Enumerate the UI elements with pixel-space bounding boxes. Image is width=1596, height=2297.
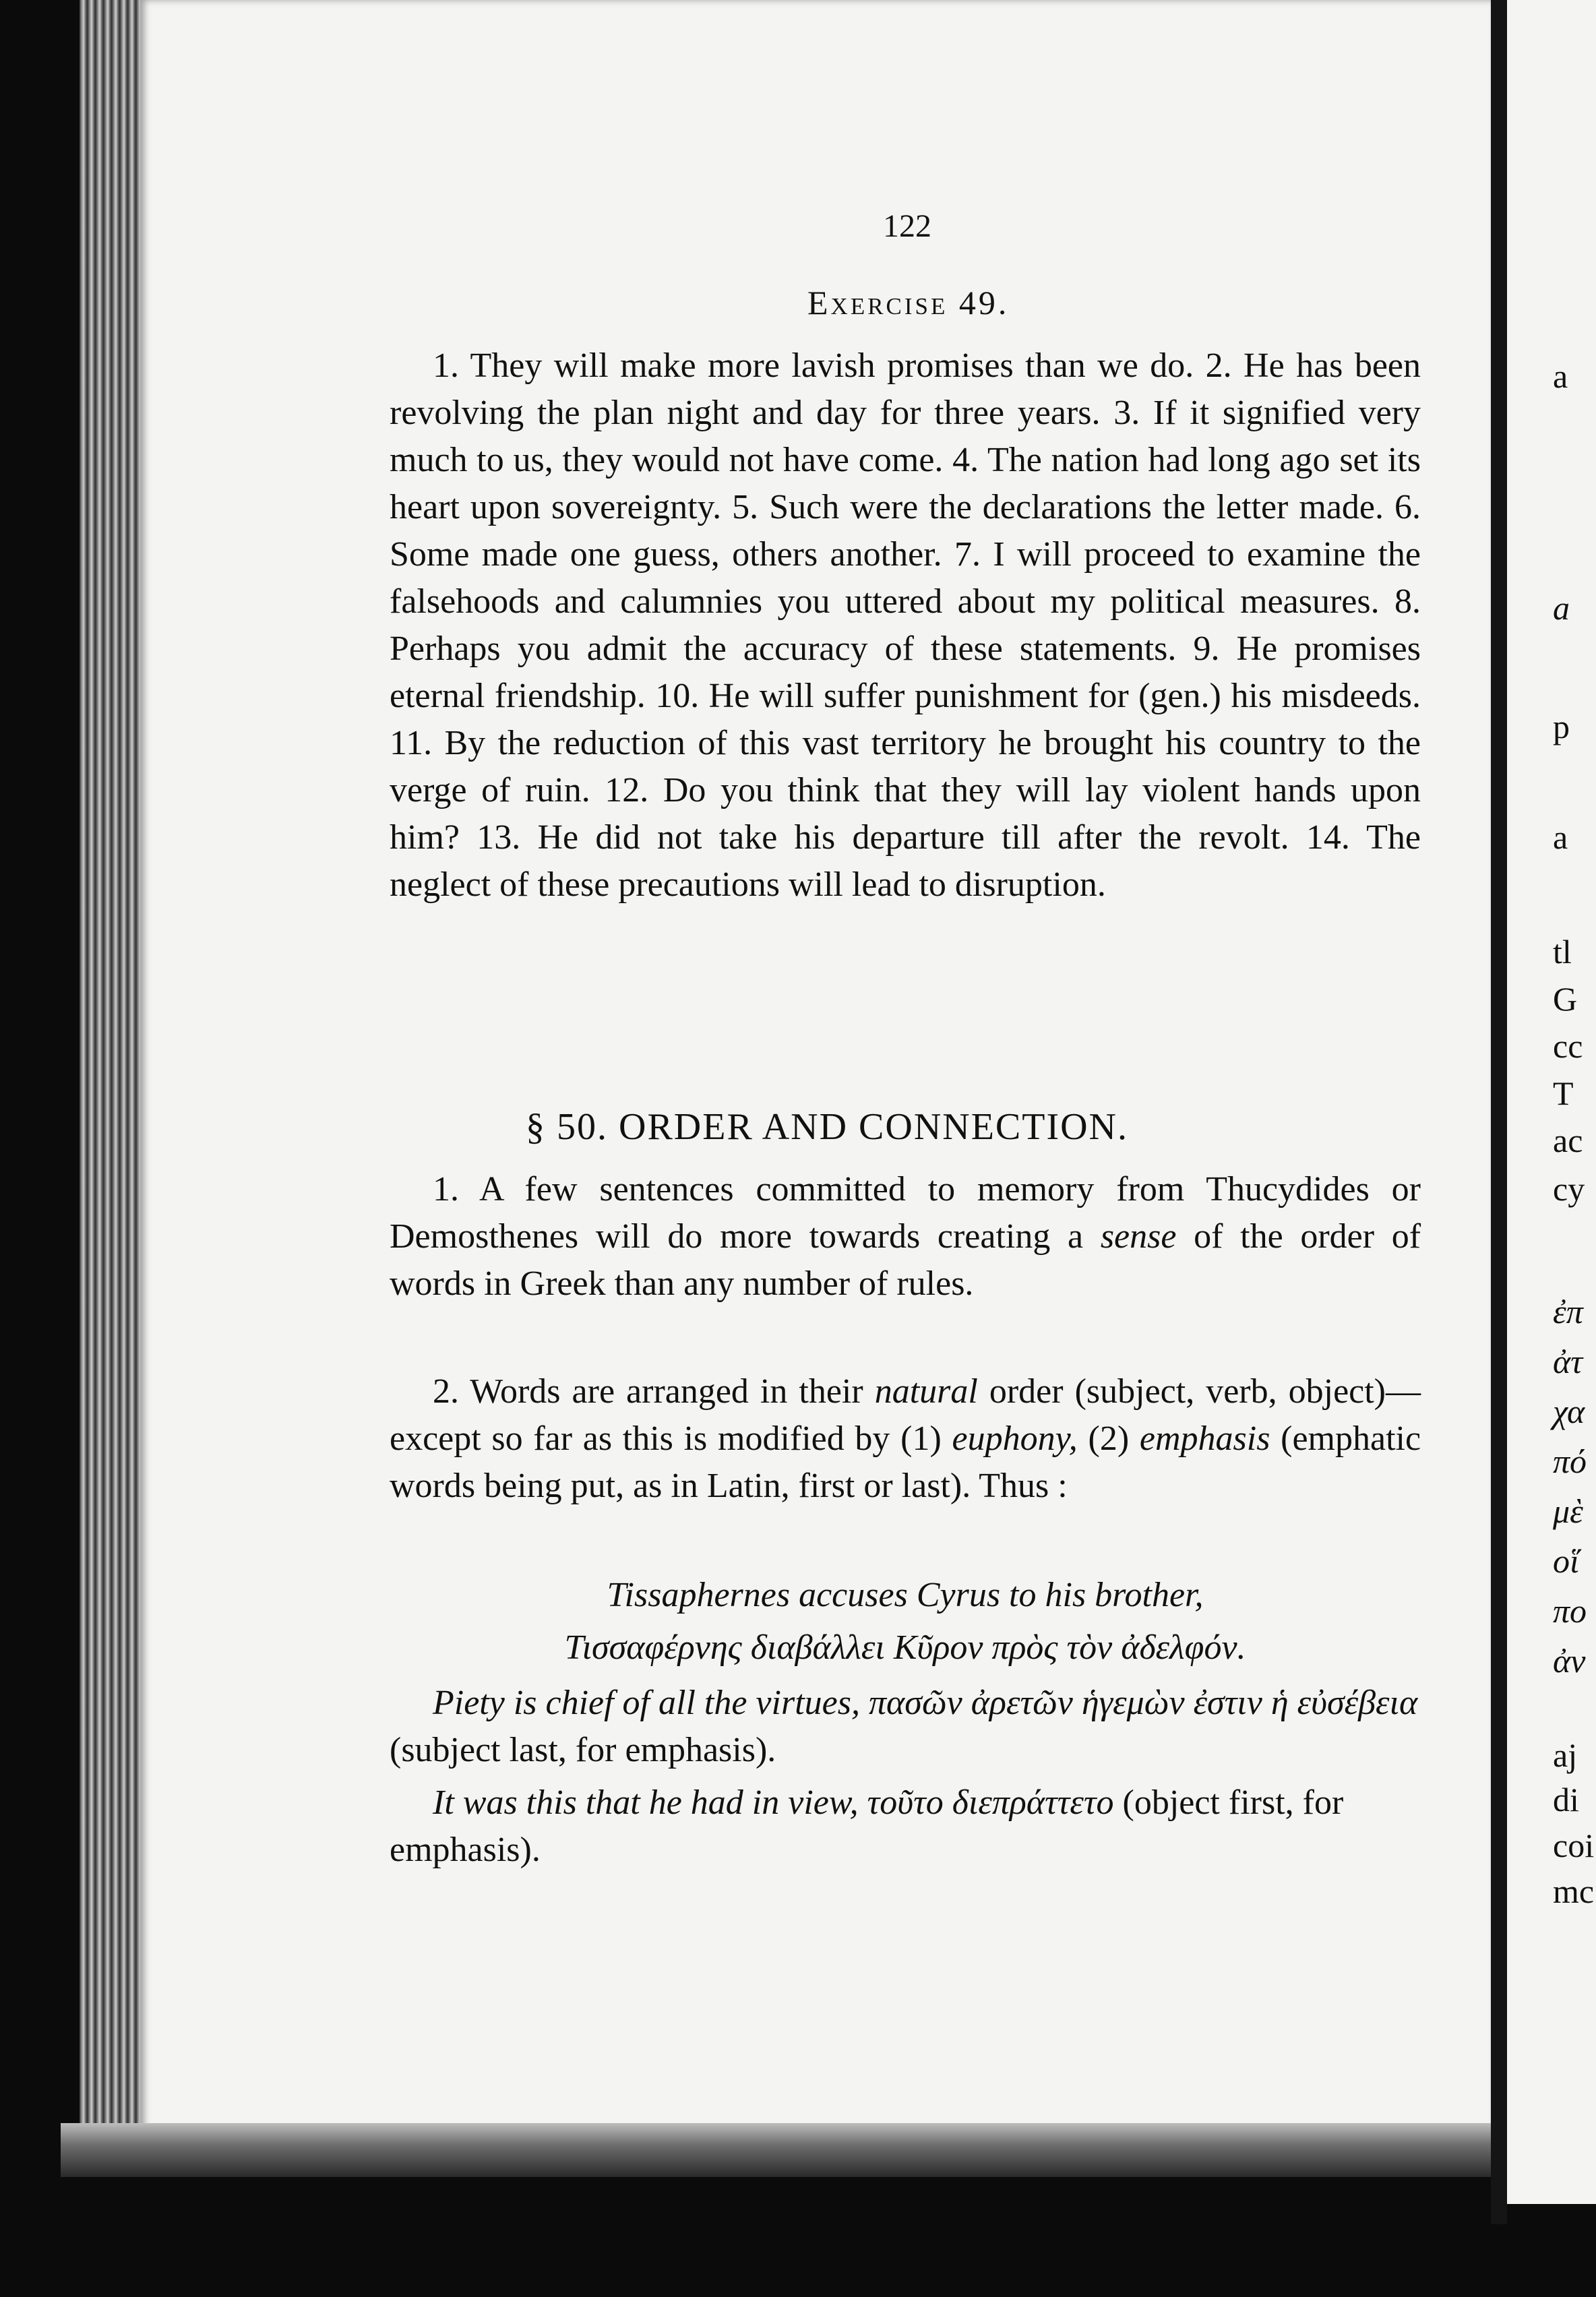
example-3-note: (object first, for emphasis). xyxy=(390,1783,1344,1869)
right-page-fragment: πό xyxy=(1553,1442,1587,1480)
right-page-fragment: aj xyxy=(1553,1736,1578,1774)
exercise-heading: Exercise 49. xyxy=(807,284,1010,321)
example-3-italic: It was this that he had in view, xyxy=(433,1783,859,1822)
exercise-text-block xyxy=(390,342,1421,909)
exercise-paragraph: 1. They will make more lavish promises than we do. 2. He has been revolving the plan night and day for three years. 3. If it signified very much to us, they would not have come. 4. The nation had long ago set its heart upon sovereignty. 5. Such were the declarations the letter made. 6. Some made one guess, others another. 7. I will proceed to examine the falsehoods and calumnies you uttered about my political measures. 8. Perhaps you admit the accuracy of these statements. 9. He promises eternal friendship. 10. He will suffer punishment for (gen.) his misdeeds. 11. By the reduction of this vast territory he brought his country to the verge of ruin. 12. Do you think that they will lay violent hands upon him? 13. He did not take his departure till after the revolt. 14. The neglect of these precautions will lead to disruption. xyxy=(390,346,1421,904)
right-page-fragment: cy xyxy=(1553,1170,1585,1208)
p2-italic-euphony: euphony, xyxy=(952,1419,1078,1458)
p2-italic-natural: natural xyxy=(874,1372,978,1411)
example-2-italic: Piety is chief of all the virtues, xyxy=(433,1684,860,1722)
section-paragraph-2 xyxy=(390,1368,1421,1510)
right-page-fragment: μὲ xyxy=(1553,1492,1583,1530)
right-page-fragment: a xyxy=(1553,589,1570,627)
p2-text-d: (emphatic words being put, as in Latin, first or last). Thus : xyxy=(390,1419,1421,1505)
right-page-fragment: p xyxy=(1553,708,1570,745)
right-page-fragment: T xyxy=(1553,1074,1574,1112)
right-page-fragment: ἀτ xyxy=(1553,1343,1583,1380)
right-page-fragment: mc xyxy=(1553,1872,1595,1910)
p1-text-a: 1. A few sentences committed to memory from Thucydides or Demosthenes will do more towards creating a xyxy=(390,1170,1421,1256)
book-spine-edge xyxy=(80,0,142,2167)
p2-text-a: 2. Words are arranged in their xyxy=(433,1372,863,1411)
example-3-greek: τοῦτο διεπράττετο xyxy=(867,1783,1114,1822)
right-page-fragment: ἀν xyxy=(1553,1642,1586,1680)
p2-italic-emphasis: emphasis xyxy=(1139,1419,1270,1458)
p2-text-c: (2) xyxy=(1088,1419,1130,1458)
example-1-english: Tissaphernes accuses Cyrus to his brother, xyxy=(607,1576,1204,1614)
right-page-fragment: χα xyxy=(1553,1392,1585,1430)
p1-italic-sense: sense xyxy=(1100,1217,1177,1256)
right-page-fragment: a xyxy=(1553,357,1568,395)
right-page-fragment: di xyxy=(1553,1781,1579,1818)
right-page-fragment: πο xyxy=(1553,1592,1587,1630)
example-2-greek: πασῶν ἀρετῶν ἡγεμὼν ἐστιν ἡ εὐσέβεια xyxy=(868,1684,1418,1722)
example-2 xyxy=(390,1680,1421,1774)
example-1-greek: Τισσαφέρνης διαβάλλει Κῦρον πρὸς τὸν ἀδελφόν. xyxy=(564,1628,1246,1667)
page-bottom-edge xyxy=(61,2123,1496,2177)
right-page-fragment: coi xyxy=(1553,1827,1595,1864)
right-page-fragment: cc xyxy=(1553,1027,1583,1065)
p2-text-b: order (subject, verb, object)—except so far as this is modified by (1) xyxy=(390,1372,1421,1458)
right-page-fragment: οἵ xyxy=(1553,1542,1579,1580)
p1-text-b: of the order of words in Greek than any number of rules. xyxy=(390,1217,1421,1303)
section-heading: § 50. ORDER AND CONNECTION. xyxy=(526,1106,1128,1148)
right-page-fragment: tl xyxy=(1553,933,1572,971)
example-2-note: (subject last, for emphasis). xyxy=(390,1731,776,1769)
example-3 xyxy=(390,1779,1421,1874)
right-page-fragment: ac xyxy=(1553,1122,1583,1159)
right-page-fragment: ἐπ xyxy=(1553,1293,1583,1330)
page-gutter xyxy=(1491,0,1507,2224)
section-paragraph-1 xyxy=(390,1166,1421,1308)
right-page-fragment: G xyxy=(1553,980,1578,1018)
page-number: 122 xyxy=(883,208,931,244)
right-page-fragment: a xyxy=(1553,818,1568,856)
